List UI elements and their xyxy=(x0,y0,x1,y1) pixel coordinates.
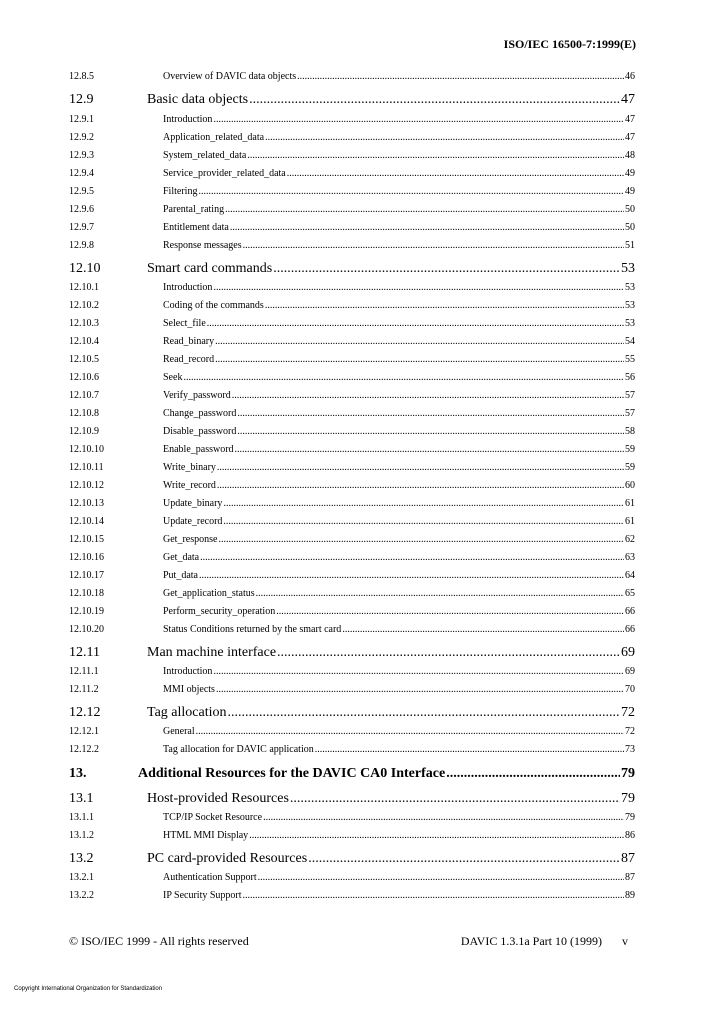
toc-entry-number: 12.10.15 xyxy=(69,534,104,545)
toc-entry-title: Basic data objects xyxy=(147,92,249,107)
toc-entry-number: 13.1 xyxy=(69,791,94,806)
toc-entry[interactable] xyxy=(0,551,724,569)
toc-entry-page: 56 xyxy=(625,372,635,383)
toc-entry-line xyxy=(163,605,635,619)
toc-entry-page: 61 xyxy=(625,498,635,509)
toc-entry-title: Response messages xyxy=(163,240,242,251)
toc-entry[interactable] xyxy=(0,871,724,889)
toc-entry-number: 12.10.18 xyxy=(69,588,104,599)
toc-entry-line xyxy=(163,725,635,739)
toc-entry-page: 47 xyxy=(625,132,635,143)
toc-entry-number: 12.9.7 xyxy=(69,222,94,233)
toc-entry[interactable] xyxy=(0,299,724,317)
toc-entry-page: 69 xyxy=(625,666,635,677)
toc-entry-line xyxy=(163,317,635,331)
toc-entry-number: 12.10.2 xyxy=(69,300,99,311)
toc-entry-title: Enable_password xyxy=(163,444,234,455)
toc-dot-leader xyxy=(243,889,624,903)
toc-entry[interactable] xyxy=(0,515,724,533)
toc-entry-title: General xyxy=(163,726,195,737)
toc-entry-number: 12.9.3 xyxy=(69,150,94,161)
toc-entry-title: Application_related_data xyxy=(163,132,265,143)
toc-dot-leader xyxy=(218,533,624,547)
toc-dot-leader xyxy=(215,335,624,349)
toc-entry-title: Additional Resources for the DAVIC CA0 Interface xyxy=(138,766,446,781)
toc-dot-leader xyxy=(297,70,624,84)
toc-entry[interactable] xyxy=(0,149,724,167)
toc-entry[interactable] xyxy=(0,317,724,335)
toc-entry[interactable] xyxy=(0,683,724,701)
toc-entry-page: 66 xyxy=(625,606,635,617)
toc-entry-number: 12.12.1 xyxy=(69,726,99,737)
toc-dot-leader xyxy=(247,149,624,163)
toc-entry-line xyxy=(163,335,635,349)
toc-entry-title: Write_record xyxy=(163,480,216,491)
toc-entry-number: 13. xyxy=(69,766,87,781)
toc-entry-number: 12.9.4 xyxy=(69,168,94,179)
toc-entry-page: 79 xyxy=(621,791,635,806)
toc-entry-line xyxy=(163,515,635,529)
toc-entry-line xyxy=(163,299,635,313)
toc-entry-title: Service_provider_related_data xyxy=(163,168,286,179)
toc-entry-title: Tag allocation for DAVIC application xyxy=(163,744,314,755)
toc-entry-line xyxy=(163,497,635,511)
toc-entry-number: 12.10.5 xyxy=(69,354,99,365)
toc-entry-number: 13.1.2 xyxy=(69,830,94,841)
toc-entry-line xyxy=(163,167,635,181)
toc-entry-page: 72 xyxy=(625,726,635,737)
toc-entry-page: 70 xyxy=(625,684,635,695)
toc-entry-line xyxy=(147,791,635,807)
toc-entry-number: 12.10.12 xyxy=(69,480,104,491)
document-standard-header: ISO/IEC 16500-7:1999(E) xyxy=(503,37,636,51)
toc-dot-leader xyxy=(232,389,624,403)
toc-entry-title: Get_data xyxy=(163,552,200,563)
toc-dot-leader xyxy=(258,871,624,885)
toc-entry-title: Tag allocation xyxy=(147,705,227,720)
toc-entry[interactable] xyxy=(0,665,724,683)
toc-entry-page: 54 xyxy=(625,336,635,347)
toc-entry-title: Update_record xyxy=(163,516,223,527)
toc-entry-title: Get_response xyxy=(163,534,218,545)
toc-dot-leader xyxy=(308,851,620,867)
toc-entry-line xyxy=(163,665,635,679)
toc-entry[interactable] xyxy=(0,766,724,784)
toc-entry-page: 73 xyxy=(625,744,635,755)
toc-dot-leader xyxy=(216,683,624,697)
toc-entry-title: Parental_rating xyxy=(163,204,225,215)
toc-dot-leader xyxy=(243,239,624,253)
toc-dot-leader xyxy=(235,443,624,457)
toc-entry[interactable] xyxy=(0,239,724,257)
toc-dot-leader xyxy=(276,605,624,619)
toc-entry-title: Put_data xyxy=(163,570,198,581)
toc-entry-title: TCP/IP Socket Resource xyxy=(163,812,263,823)
toc-entry-page: 50 xyxy=(625,222,635,233)
toc-entry-line xyxy=(163,203,635,217)
toc-entry-line xyxy=(138,766,635,782)
toc-entry-line xyxy=(163,389,635,403)
toc-entry-page: 48 xyxy=(625,150,635,161)
toc-dot-leader xyxy=(223,515,624,529)
toc-dot-leader xyxy=(230,221,624,235)
toc-entry-page: 47 xyxy=(625,114,635,125)
toc-entry-page: 64 xyxy=(625,570,635,581)
toc-entry-number: 12.11 xyxy=(69,645,100,660)
toc-entry[interactable] xyxy=(0,623,724,641)
footer-copyright: © ISO/IEC 1999 - All rights reserved xyxy=(69,934,249,948)
toc-entry-number: 12.10.13 xyxy=(69,498,104,509)
toc-entry-line xyxy=(163,185,635,199)
toc-entry-line xyxy=(163,353,635,367)
toc-entry-number: 12.10.14 xyxy=(69,516,104,527)
toc-entry-line xyxy=(163,479,635,493)
toc-entry-number: 12.10.4 xyxy=(69,336,99,347)
toc-entry-page: 79 xyxy=(625,812,635,823)
toc-entry[interactable] xyxy=(0,587,724,605)
toc-entry-page: 49 xyxy=(625,186,635,197)
toc-entry-title: MMI objects xyxy=(163,684,215,695)
toc-entry-page: 53 xyxy=(625,300,635,311)
toc-entry-title: PC card-provided Resources xyxy=(147,851,308,866)
toc-dot-leader xyxy=(446,766,620,782)
toc-entry-page: 46 xyxy=(625,71,635,82)
toc-entry-number: 12.11.2 xyxy=(69,684,99,695)
toc-entry-number: 12.9 xyxy=(69,92,94,107)
toc-entry-line xyxy=(163,533,635,547)
toc-entry-line xyxy=(163,221,635,235)
toc-entry-title: Perform_security_operation xyxy=(163,606,276,617)
toc-entry-line xyxy=(163,149,635,163)
toc-entry[interactable] xyxy=(0,569,724,587)
toc-entry-number: 12.9.6 xyxy=(69,204,94,215)
footer-doc-ref-text: DAVIC 1.3.1a Part 10 (1999) xyxy=(460,934,602,948)
toc-entry[interactable] xyxy=(0,645,724,663)
toc-entry-number: 12.10.6 xyxy=(69,372,99,383)
toc-entry-title: Man machine interface xyxy=(147,645,277,660)
toc-entry-line xyxy=(163,871,635,885)
toc-entry-title: Read_binary xyxy=(163,336,215,347)
toc-dot-leader xyxy=(237,407,624,421)
toc-entry[interactable] xyxy=(0,829,724,847)
toc-entry-number: 12.10.11 xyxy=(69,462,104,473)
toc-entry[interactable] xyxy=(0,281,724,299)
toc-entry-page: 62 xyxy=(625,534,635,545)
toc-entry-title: IP Security Support xyxy=(163,890,242,901)
toc-entry-title: Host-provided Resources xyxy=(147,791,289,806)
toc-entry-number: 12.12.2 xyxy=(69,744,99,755)
toc-dot-leader xyxy=(213,113,624,127)
toc-dot-leader xyxy=(215,353,624,367)
toc-entry[interactable] xyxy=(0,389,724,407)
toc-entry-number: 13.2.1 xyxy=(69,872,94,883)
toc-entry-page: 66 xyxy=(625,624,635,635)
toc-entry-title: Update_binary xyxy=(163,498,223,509)
toc-entry-title: Coding of the commands xyxy=(163,300,264,311)
toc-entry-line xyxy=(163,889,635,903)
toc-entry-title: Write_binary xyxy=(163,462,216,473)
toc-entry[interactable] xyxy=(0,407,724,425)
toc-dot-leader xyxy=(263,811,624,825)
toc-entry-number: 12.10.3 xyxy=(69,318,99,329)
toc-entry[interactable] xyxy=(0,605,724,623)
toc-dot-leader xyxy=(290,791,620,807)
toc-entry-line xyxy=(163,551,635,565)
toc-dot-leader xyxy=(213,281,624,295)
toc-entry[interactable] xyxy=(0,461,724,479)
toc-entry-number: 12.11.1 xyxy=(69,666,99,677)
toc-dot-leader xyxy=(217,461,624,475)
toc-dot-leader xyxy=(237,425,624,439)
toc-entry-title: Verify_password xyxy=(163,390,231,401)
toc-dot-leader xyxy=(277,645,620,661)
toc-entry-title: HTML MMI Display xyxy=(163,830,249,841)
toc-entry-page: 79 xyxy=(621,766,635,781)
toc-entry-page: 60 xyxy=(625,480,635,491)
toc-entry-line xyxy=(163,623,635,637)
toc-dot-leader xyxy=(183,371,624,385)
toc-entry[interactable] xyxy=(0,851,724,869)
toc-dot-leader xyxy=(315,743,624,757)
toc-entry-number: 12.10.1 xyxy=(69,282,99,293)
toc-entry[interactable] xyxy=(0,533,724,551)
toc-dot-leader xyxy=(249,92,620,108)
toc-entry-title: Introduction xyxy=(163,666,213,677)
toc-entry-title: Filtering xyxy=(163,186,198,197)
toc-entry-line xyxy=(163,443,635,457)
toc-entry-title: Introduction xyxy=(163,114,213,125)
toc-entry-page: 50 xyxy=(625,204,635,215)
toc-entry-page: 55 xyxy=(625,354,635,365)
toc-entry-page: 59 xyxy=(625,444,635,455)
toc-dot-leader xyxy=(196,725,624,739)
toc-entry[interactable] xyxy=(0,335,724,353)
toc-entry-page: 69 xyxy=(621,645,635,660)
toc-dot-leader xyxy=(225,203,624,217)
toc-entry[interactable] xyxy=(0,889,724,907)
footer-page-number: v xyxy=(622,934,628,948)
toc-entry[interactable] xyxy=(0,70,724,88)
toc-entry-page: 53 xyxy=(625,282,635,293)
toc-entry-page: 65 xyxy=(625,588,635,599)
toc-entry-number: 12.9.1 xyxy=(69,114,94,125)
toc-entry-number: 12.10.17 xyxy=(69,570,104,581)
toc-entry[interactable] xyxy=(0,131,724,149)
toc-entry-title: Authentication Support xyxy=(163,872,257,883)
footer-doc-reference xyxy=(461,934,628,949)
toc-entry-page: 86 xyxy=(625,830,635,841)
toc-dot-leader xyxy=(200,551,624,565)
toc-entry[interactable] xyxy=(0,743,724,761)
toc-entry[interactable] xyxy=(0,425,724,443)
toc-entry-title: System_related_data xyxy=(163,150,247,161)
toc-entry-number: 12.8.5 xyxy=(69,71,94,82)
toc-entry-page: 61 xyxy=(625,516,635,527)
toc-entry-number: 12.10.7 xyxy=(69,390,99,401)
toc-entry-page: 87 xyxy=(621,851,635,866)
toc-dot-leader xyxy=(265,131,624,145)
toc-entry-page: 72 xyxy=(621,705,635,720)
toc-entry-number: 12.12 xyxy=(69,705,101,720)
toc-dot-leader xyxy=(213,665,624,679)
toc-entry-line xyxy=(163,113,635,127)
toc-entry-line xyxy=(163,371,635,385)
toc-entry-line xyxy=(163,70,635,84)
toc-entry-page: 47 xyxy=(621,92,635,107)
toc-entry-number: 12.9.5 xyxy=(69,186,94,197)
toc-entry-number: 13.2.2 xyxy=(69,890,94,901)
toc-entry-number: 12.10 xyxy=(69,261,101,276)
toc-entry-title: Introduction xyxy=(163,282,213,293)
toc-entry-number: 12.10.10 xyxy=(69,444,104,455)
toc-entry-page: 49 xyxy=(625,168,635,179)
toc-entry[interactable] xyxy=(0,203,724,221)
toc-entry-page: 59 xyxy=(625,462,635,473)
toc-entry-line xyxy=(147,261,635,277)
toc-entry-number: 13.1.1 xyxy=(69,812,94,823)
toc-entry-page: 87 xyxy=(625,872,635,883)
toc-entry-line xyxy=(163,425,635,439)
toc-entry[interactable] xyxy=(0,705,724,723)
toc-entry-line xyxy=(163,743,635,757)
toc-entry[interactable] xyxy=(0,497,724,515)
toc-entry-page: 53 xyxy=(625,318,635,329)
toc-entry-page: 63 xyxy=(625,552,635,563)
toc-entry[interactable] xyxy=(0,113,724,131)
toc-entry-number: 12.9.2 xyxy=(69,132,94,143)
toc-dot-leader xyxy=(273,261,620,277)
toc-dot-leader xyxy=(265,299,624,313)
toc-entry[interactable] xyxy=(0,261,724,279)
toc-entry-line xyxy=(147,705,635,721)
toc-entry[interactable] xyxy=(0,811,724,829)
toc-entry-number: 12.10.9 xyxy=(69,426,99,437)
toc-dot-leader xyxy=(217,479,624,493)
toc-entry[interactable] xyxy=(0,443,724,461)
toc-entry-title: Overview of DAVIC data objects xyxy=(163,71,297,82)
toc-entry-number: 12.10.16 xyxy=(69,552,104,563)
toc-entry[interactable] xyxy=(0,221,724,239)
toc-entry[interactable] xyxy=(0,353,724,371)
toc-entry-title: Seek xyxy=(163,372,183,383)
toc-entry-line xyxy=(163,587,635,601)
toc-entry[interactable] xyxy=(0,185,724,203)
toc-entry[interactable] xyxy=(0,92,724,110)
toc-entry-title: Smart card commands xyxy=(147,261,273,276)
toc-dot-leader xyxy=(228,705,621,721)
toc-entry-line xyxy=(163,239,635,253)
toc-entry[interactable] xyxy=(0,479,724,497)
toc-entry-title: Disable_password xyxy=(163,426,237,437)
toc-entry-number: 12.10.8 xyxy=(69,408,99,419)
toc-dot-leader xyxy=(249,829,624,843)
toc-dot-leader xyxy=(287,167,624,181)
toc-entry-line xyxy=(163,281,635,295)
toc-dot-leader xyxy=(342,623,624,637)
toc-entry[interactable] xyxy=(0,167,724,185)
toc-entry-title: Get_application_status xyxy=(163,588,255,599)
toc-entry-page: 51 xyxy=(625,240,635,251)
toc-entry-title: Read_record xyxy=(163,354,215,365)
toc-entry-title: Status Conditions returned by the smart card xyxy=(163,624,342,635)
toc-entry-page: 58 xyxy=(625,426,635,437)
toc-entry-number: 13.2 xyxy=(69,851,94,866)
toc-dot-leader xyxy=(223,497,624,511)
toc-entry[interactable] xyxy=(0,791,724,809)
toc-dot-leader xyxy=(198,185,624,199)
toc-entry-title: Change_password xyxy=(163,408,237,419)
toc-entry-page: 89 xyxy=(625,890,635,901)
toc-dot-leader xyxy=(207,317,624,331)
toc-entry-line xyxy=(163,407,635,421)
toc-entry[interactable] xyxy=(0,371,724,389)
toc-entry-number: 12.9.8 xyxy=(69,240,94,251)
toc-entry-page: 57 xyxy=(625,390,635,401)
toc-dot-leader xyxy=(199,569,624,583)
toc-entry-number: 12.10.20 xyxy=(69,624,104,635)
toc-entry-line xyxy=(163,569,635,583)
toc-entry-page: 53 xyxy=(621,261,635,276)
toc-entry-number: 12.10.19 xyxy=(69,606,104,617)
toc-entry-title: Select_file xyxy=(163,318,206,329)
toc-entry-line xyxy=(163,131,635,145)
copyright-watermark: Copyright International Organization for Standardization xyxy=(14,986,163,992)
toc-entry[interactable] xyxy=(0,725,724,743)
toc-dot-leader xyxy=(256,587,624,601)
toc-entry-line xyxy=(147,645,635,661)
toc-entry-title: Entitlement data xyxy=(163,222,229,233)
toc-entry-line xyxy=(163,683,635,697)
toc-entry-line xyxy=(163,811,635,825)
toc-entry-line xyxy=(147,92,635,108)
toc-entry-line xyxy=(163,829,635,843)
toc-entry-line xyxy=(147,851,635,867)
toc-entry-page: 57 xyxy=(625,408,635,419)
toc-entry-line xyxy=(163,461,635,475)
